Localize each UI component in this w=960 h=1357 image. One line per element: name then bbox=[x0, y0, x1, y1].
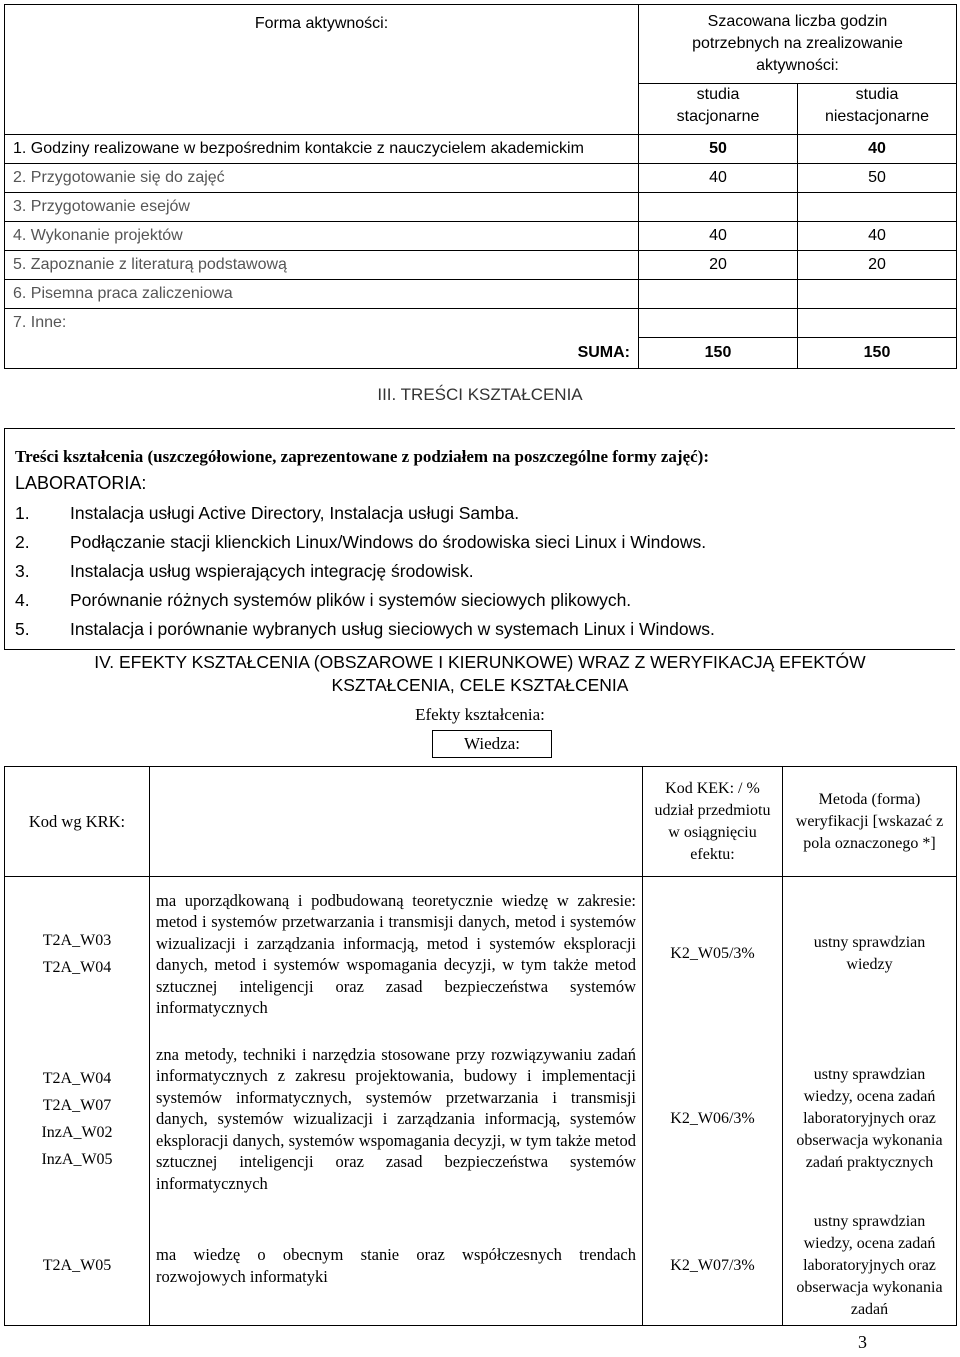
content-item-text: Instalacja usługi Active Directory, Instalacja usługi Samba. bbox=[70, 503, 520, 523]
hours-row bbox=[5, 222, 957, 251]
content-item bbox=[15, 561, 474, 582]
row-label: 6. Pisemna praca zaliczeniowa bbox=[13, 285, 233, 302]
row-part: 50 bbox=[798, 164, 957, 193]
row-part bbox=[798, 309, 957, 338]
section-3-form: LABORATORIA: bbox=[15, 473, 147, 493]
content-item bbox=[15, 619, 715, 640]
outcome-description: ma wiedzę o obecnym stanie oraz współczesnych trendach rozwojowych informatyki bbox=[150, 1207, 643, 1326]
row-label: 5. Zapoznanie z literaturą podstawową bbox=[13, 256, 287, 273]
col-description-header bbox=[150, 767, 643, 877]
row-full: 40 bbox=[639, 164, 798, 193]
page-number: 3 bbox=[858, 1332, 867, 1352]
section-4-title-line2: KSZTAŁCENIA, CELE KSZTAŁCENIA bbox=[331, 675, 629, 695]
col-krk: Kod wg KRK: bbox=[28, 811, 126, 831]
content-item bbox=[15, 503, 519, 524]
row-full bbox=[639, 193, 798, 222]
outcomes-header-row bbox=[5, 767, 957, 877]
verification-method: ustny sprawdzian wiedzy bbox=[813, 934, 926, 974]
hours-row bbox=[5, 309, 957, 338]
row-part bbox=[798, 280, 957, 309]
section-3-lead: Treści kształcenia (uszczegółowione, zaprezentowane z podziałem na poszczególne formy zajęć): bbox=[15, 447, 709, 466]
content-item bbox=[15, 532, 706, 553]
krk-code: T2A_W04 bbox=[42, 1070, 112, 1087]
content-item-text: Instalacja i porównanie wybranych usług sieciowych w systemach Linux i Windows. bbox=[70, 619, 715, 639]
row-full: 50 bbox=[639, 135, 798, 164]
col-method: Metoda (forma) weryfikacji [wskazać z pola oznaczonego *] bbox=[795, 790, 944, 852]
hours-row bbox=[5, 164, 957, 193]
row-full: 40 bbox=[639, 222, 798, 251]
krk-code: T2A_W03 bbox=[42, 932, 112, 950]
kek-code: K2_W05/3% bbox=[643, 877, 783, 1032]
content-item-number: 5. bbox=[15, 619, 30, 639]
verification-method: ustny sprawdzian wiedzy, ocena zadań laboratoryjnych oraz obserwacja wykonania zadań bbox=[796, 1212, 943, 1318]
section-4-subtitle: Efekty kształcenia: bbox=[415, 705, 545, 724]
sum-row bbox=[5, 338, 957, 369]
hours-table bbox=[4, 4, 957, 369]
section-3-title: III. TREŚCI KSZTAŁCENIA bbox=[377, 385, 583, 404]
kek-code: K2_W07/3% bbox=[643, 1207, 783, 1326]
outcome-row bbox=[5, 877, 957, 1032]
hours-row bbox=[5, 135, 957, 164]
krk-code: T2A_W05 bbox=[42, 1257, 112, 1274]
row-label: 4. Wykonanie projektów bbox=[13, 227, 183, 244]
content-item-number: 1. bbox=[15, 503, 30, 523]
content-item bbox=[15, 590, 631, 611]
row-part: 40 bbox=[798, 135, 957, 164]
row-part: 40 bbox=[798, 222, 957, 251]
section-3-box bbox=[4, 428, 955, 650]
outcomes-table bbox=[4, 766, 957, 1326]
row-label: 2. Przygotowanie się do zajęć bbox=[13, 169, 225, 186]
hours-row bbox=[5, 251, 957, 280]
row-label: 7. Inne: bbox=[13, 314, 67, 332]
hours-row bbox=[5, 280, 957, 309]
row-full: 20 bbox=[639, 251, 798, 280]
content-item-number: 2. bbox=[15, 532, 30, 552]
content-item-text: Podłączanie stacji klienckich Linux/Windows do środowiska sieci Linux i Windows. bbox=[70, 532, 707, 552]
sum-full: 150 bbox=[639, 338, 798, 369]
krk-code: T2A_W04 bbox=[42, 959, 112, 977]
row-label: 1. Godziny realizowane w bezpośrednim kontakcie z nauczycielem akademickim bbox=[13, 140, 584, 157]
krk-code: InzA_W05 bbox=[41, 1151, 113, 1168]
row-part bbox=[798, 193, 957, 222]
section-4-title-line1: IV. EFEKTY KSZTAŁCENIA (OBSZAROWE I KIERUNKOWE) WRAZ Z WERYFIKACJĄ EFEKTÓW bbox=[94, 652, 866, 672]
outcome-row bbox=[5, 1207, 957, 1326]
col-kek: Kod KEK: / % udział przedmiotu w osiągnięciu efektu: bbox=[654, 779, 771, 863]
hours-row bbox=[5, 193, 957, 222]
outcome-description: ma uporządkowaną i podbudowaną teoretycznie wiedzę w zakresie: metod i systemów przetwarzania i transmisji danych, metod i systemów wizualizacji i zarządzania informacją, metod i systemów eksploracji danych, metod i systemów wspomagania decyzji, w tym także metod sztucznej inteligencji oraz zasad bezpieczeństwa systemów informatycznych bbox=[150, 877, 643, 1032]
outcome-row bbox=[5, 1032, 957, 1207]
col-full-time: studia stacjonarne bbox=[676, 86, 760, 125]
content-item-number: 3. bbox=[15, 561, 30, 581]
sum-label: SUMA: bbox=[577, 343, 630, 361]
outcome-description: zna metody, techniki i narzędzia stosowane przy rozwiązywaniu zadań informatycznych z zakresu projektowania, budowy i implementacji systemów informatycznych, systemów przetwarzania i transmisji danych, systemów wizualizacji i zarządzania informacją, systemów eksploracji danych, systemów wspomagania decyzji, w tym także metod sztucznej inteligencji oraz zasad bezpieczeństwa systemów informatycznych bbox=[150, 1032, 643, 1207]
sum-part: 150 bbox=[798, 338, 957, 369]
hours-header-row bbox=[5, 5, 957, 84]
row-full bbox=[639, 309, 798, 338]
content-item-text: Porównanie różnych systemów plików i systemów sieciowych plikowych. bbox=[70, 590, 632, 610]
krk-code: InzA_W02 bbox=[41, 1124, 113, 1141]
header-activity: Forma aktywności: bbox=[254, 15, 389, 32]
col-part-time: studia niestacjonarne bbox=[824, 86, 930, 125]
row-part: 20 bbox=[798, 251, 957, 280]
kek-code: K2_W06/3% bbox=[643, 1032, 783, 1207]
category-label: Wiedza: bbox=[432, 730, 552, 758]
krk-code: T2A_W07 bbox=[42, 1097, 112, 1114]
content-item-text: Instalacja usług wspierających integrację środowisk. bbox=[70, 561, 474, 581]
content-item-number: 4. bbox=[15, 590, 30, 610]
header-hours: Szacowana liczba godzin potrzebnych na zrealizowanie aktywności: bbox=[692, 13, 903, 74]
row-label: 3. Przygotowanie esejów bbox=[13, 198, 190, 215]
verification-method: ustny sprawdzian wiedzy, ocena zadań laboratoryjnych oraz obserwacja wykonania zadań praktycznych bbox=[796, 1066, 943, 1171]
row-full bbox=[639, 280, 798, 309]
